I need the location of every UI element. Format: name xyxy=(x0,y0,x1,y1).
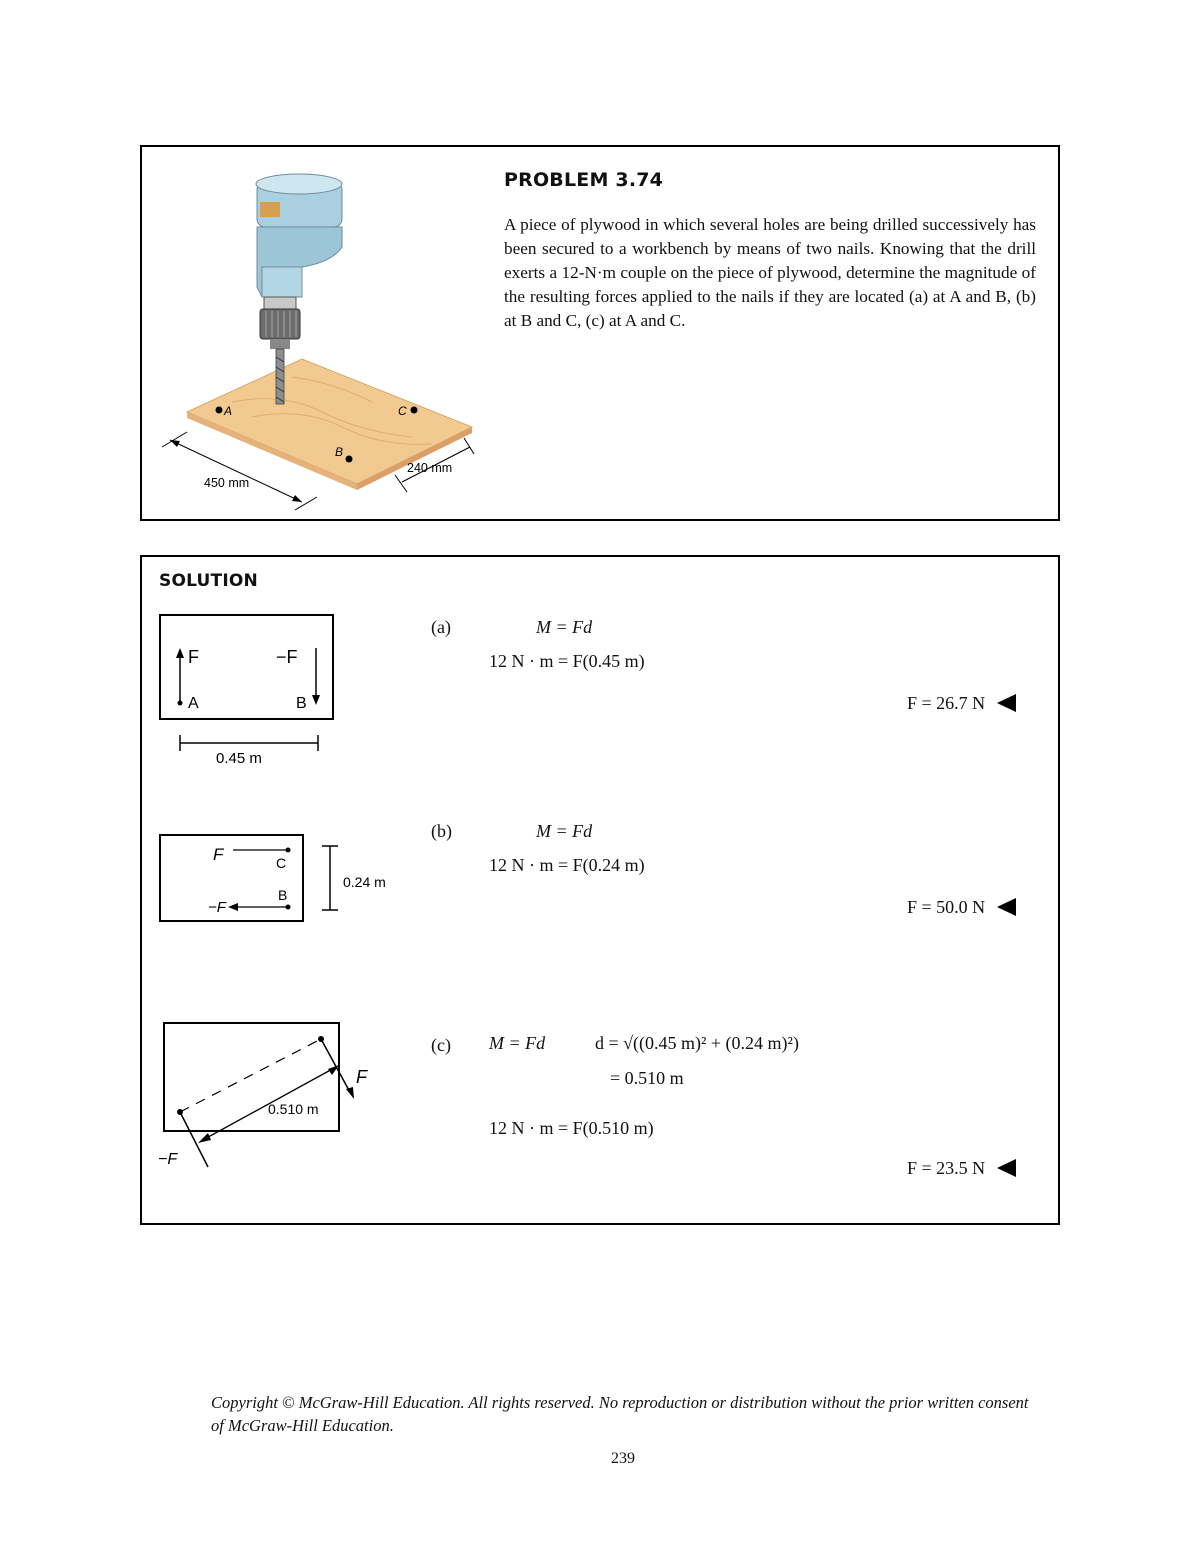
part-c-eq1: M = Fd xyxy=(489,1033,546,1053)
sketch-b-dist: 0.24 m xyxy=(343,874,386,890)
sketch-b-point-b: B xyxy=(278,887,288,903)
sketch-part-a xyxy=(158,613,358,773)
sketch-a-point-a: A xyxy=(188,695,199,712)
answer-marker-icon xyxy=(997,694,1016,712)
drill-label-icon xyxy=(260,202,280,217)
problem-title: PROBLEM 3.74 xyxy=(504,169,664,191)
part-b-eq2: 12 N · m = F(0.24 m) xyxy=(489,855,645,875)
footer-copyright: Copyright © McGraw-Hill Education. All rights reserved. No reproduction or distribution without the prior written consent of McGraw-Hill Education. xyxy=(211,1393,1029,1435)
solution-box xyxy=(140,555,1060,1225)
answer-marker-icon xyxy=(997,1159,1016,1177)
sketch-c-f: F xyxy=(356,1067,367,1087)
part-b-label: (b) xyxy=(431,821,452,841)
part-c-answer: F = 23.5 N xyxy=(907,1158,986,1178)
fig-point-c: C xyxy=(398,404,407,418)
sketch-b-neg-f: −F xyxy=(208,899,226,916)
fig-point-a: A xyxy=(224,404,233,418)
fig-dim-width: 240 mm xyxy=(407,461,453,475)
part-c-eq-d-result: = 0.510 m xyxy=(610,1068,684,1088)
sketch-a-point-b: B xyxy=(296,695,307,712)
page-number: 239 xyxy=(611,1450,635,1467)
problem-statement: A piece of plywood in which several holes are being drilled successively has been secured to a workbench by means of two nails. Knowing that the drill exerts a 12-N·m couple on the piece of plywood, determine the magnitude of the resulting forces applied to the nails if they are located (a) at A and B, (b) at B and C, (c) at A and C. xyxy=(504,215,1036,330)
part-a-eq1: M = Fd xyxy=(536,617,593,637)
part-a-answer: F = 26.7 N xyxy=(907,693,986,713)
sketch-a-neg-f: −F xyxy=(276,647,298,667)
part-c-answer-row xyxy=(907,1158,1016,1179)
part-a-eq2: 12 N · m = F(0.45 m) xyxy=(489,651,645,671)
answer-marker-icon xyxy=(997,898,1016,916)
part-c-label: (c) xyxy=(431,1035,451,1055)
part-b-answer: F = 50.0 N xyxy=(907,897,986,917)
drill-plywood-figure xyxy=(152,162,492,512)
part-c-eq-d: d = √((0.45 m)² + (0.24 m)²) xyxy=(595,1033,799,1053)
sketch-b-point-c: C xyxy=(276,855,287,871)
solution-title: SOLUTION xyxy=(159,571,258,591)
sketch-a-f: F xyxy=(188,647,199,667)
problem-box xyxy=(140,145,1060,521)
fig-dim-length: 450 mm xyxy=(204,476,250,490)
sketch-b-f: F xyxy=(213,845,224,864)
part-b-answer-row xyxy=(907,897,1016,918)
part-a-label: (a) xyxy=(431,617,451,637)
part-b-eq1: M = Fd xyxy=(536,821,593,841)
part-a-answer-row xyxy=(907,693,1016,714)
part-c-eq2: 12 N · m = F(0.510 m) xyxy=(489,1118,654,1138)
sketch-c-dist: 0.510 m xyxy=(268,1101,319,1117)
sketch-c-neg-f: −F xyxy=(158,1151,178,1168)
sketch-part-c xyxy=(156,1019,396,1179)
fig-point-b: B xyxy=(335,445,344,459)
sketch-part-b xyxy=(158,832,418,932)
sketch-a-dist: 0.45 m xyxy=(216,750,262,767)
